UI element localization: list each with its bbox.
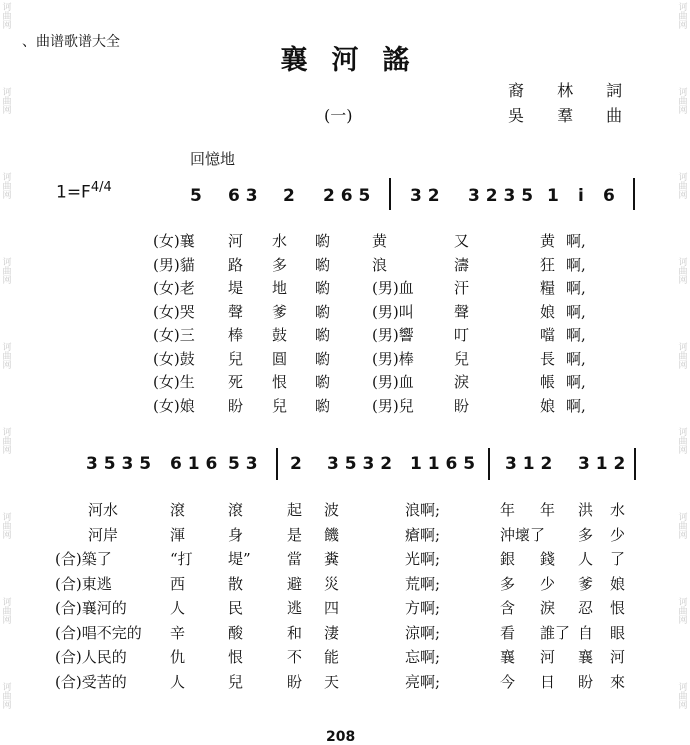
watermark-text: 诃曲网 [2,3,12,31]
lyric-word: 看 [500,623,516,642]
lyric-word: 喲 [315,255,331,274]
lyric-word: 盼 [454,396,470,415]
lyric-word: 河 [540,648,556,666]
lyric-word: 襄 [578,648,594,666]
watermark-text: 诃曲网 [2,343,12,371]
lyric-word: 滾 [228,501,244,519]
part-number: (一) [324,106,353,125]
watermark-text: 诃曲网 [2,88,12,116]
lyric-word: 河 [228,232,244,250]
lyric-word: “打 [170,550,193,568]
lyric-word: 眼 [610,623,626,642]
watermark-right [676,0,690,739]
lyric-word: 來 [610,672,626,691]
lyric-word: (女)鼓 [153,349,195,368]
lyric-word: 淚 [540,599,556,617]
lyric-word: 忘啊; [405,648,441,666]
lyric-word: 不 [287,648,303,666]
lyric-word: 啊, [566,302,586,321]
lyric-word: 今 [500,672,516,691]
site-label: 、曲谱歌谱大全 [22,34,120,50]
watermark-text: 诃曲网 [678,343,688,371]
lyric-word: 兒 [228,349,244,368]
lyric-word: (男)叫 [372,302,414,321]
lyric-word: 路 [228,255,244,274]
lyric-word: 水 [272,232,288,250]
time-signature: 4/4 [90,180,112,195]
lyric-word: (女)生 [153,373,195,391]
watermark-left [0,0,14,739]
lyric-word: 民 [228,599,244,617]
lyric-word: 兒 [454,349,470,368]
lyric-word: 啊, [566,396,586,415]
lyric-word: 恨 [610,599,626,617]
lyric-word: 了 [610,550,626,568]
lyric-word: 河水 [88,501,119,519]
lyric-word: 荒啊; [405,574,441,593]
lyric-word: 糧 [540,279,556,297]
lyric-word: (男)貓 [153,255,195,274]
lyric-word: 喲 [315,396,331,415]
note-group: 5 [190,186,202,206]
lyric-word: (合)築了 [55,550,112,568]
lyric-word: 銀 [500,550,516,568]
note-group: 6 3 [228,186,258,206]
song-title: 襄河謠 [280,45,434,76]
lyric-word: 天 [324,672,340,691]
lyric-word: 盼 [287,672,303,691]
note-group: 1 [547,186,559,206]
lyric-word: 酸 [228,623,244,642]
lyric-word: 沖壞了 [500,525,546,544]
watermark-text: 诃曲网 [678,513,688,541]
lyric-word: 仇 [170,648,186,666]
watermark-text: 诃曲网 [678,683,688,711]
note-group: 2 [283,186,295,206]
lyric-word: 能 [324,648,340,666]
lyric-word: 又 [454,232,470,250]
watermark-text: 诃曲网 [2,173,12,201]
lyric-word: (合)東逃 [55,574,112,593]
composer-credit: 吳 羣 曲 [508,106,637,125]
lyric-word: 光啊; [405,550,441,568]
watermark-text: 诃曲网 [678,173,688,201]
lyric-word: 鼓 [272,326,288,344]
lyric-word: 噹 [540,326,556,344]
watermark-text: 诃曲网 [678,88,688,116]
lyric-word: 亮啊; [405,672,441,691]
note-group: 3 5 3 5 [86,454,152,474]
lyricist-credit: 裔 林 詞 [508,81,637,100]
note-group: 3 1 2 [505,454,553,474]
lyric-word: 含 [500,599,516,617]
lyric-word: 滾 [170,501,186,519]
lyric-word: (合)襄河的 [55,599,127,617]
lyric-word: 喲 [315,373,331,391]
lyric-word: 啊, [566,326,586,344]
lyric-word: (女)老 [153,279,195,297]
lyric-word: 避 [287,574,303,593]
lyric-word: 辛 [170,623,186,642]
note-group: 6 [603,186,615,206]
lyric-word: 盼 [578,672,594,691]
lyric-word: 身 [228,525,244,544]
note-group: 2 [290,454,302,474]
lyric-word: 堤” [228,550,251,568]
lyric-word: 水 [610,501,626,519]
lyric-word: (男)血 [372,279,414,297]
lyric-word: 啊, [566,349,586,368]
watermark-text: 诃曲网 [678,258,688,286]
lyric-word: 河 [610,648,626,666]
lyric-word: (女)哭 [153,302,195,321]
watermark-text: 诃曲网 [2,683,12,711]
lyric-word: 爹 [578,574,594,593]
lyric-word: (女)襄 [153,232,195,250]
lyric-word: 聲 [228,302,244,321]
watermark-text: 诃曲网 [2,428,12,456]
lyric-word: 人 [170,672,186,691]
lyric-word: 散 [228,574,244,593]
bar-line [634,448,636,480]
lyric-word: 汗 [454,279,470,297]
lyric-word: 誰了 [540,623,571,642]
lyric-word: 兒 [272,396,288,415]
lyric-word: 多 [500,574,516,593]
lyric-word: 逃 [287,599,303,617]
lyric-word: 災 [324,574,340,593]
lyric-word: (合)受苦的 [55,672,127,691]
lyric-word: 濤 [454,255,470,274]
lyric-word: 喲 [315,302,331,321]
lyric-word: 忍 [578,599,594,617]
lyric-word: (合)唱不完的 [55,623,142,642]
lyric-word: 堤 [228,279,244,297]
note-group: 3 1 2 [578,454,626,474]
note-group: 3 2 3 5 [468,186,534,206]
tempo-marking: 回憶地 [190,150,236,168]
lyric-word: 長 [540,349,556,368]
lyric-word: 爹 [272,302,288,321]
bar-line [389,178,391,210]
lyric-word: 聲 [454,302,470,321]
lyric-word: (男)棒 [372,349,414,368]
lyric-word: (男)血 [372,373,414,391]
lyric-word: (男)響 [372,326,414,344]
watermark-text: 诃曲网 [2,513,12,541]
lyric-word: 浪啊; [405,501,441,519]
lyric-word: 多 [272,255,288,274]
lyric-word: 恨 [228,648,244,666]
lyric-word: 多 [578,525,594,544]
lyric-word: 少 [540,574,556,593]
lyric-word: 年 [500,501,516,519]
lyric-word: 西 [170,574,186,593]
lyric-word: 四 [324,599,340,617]
lyric-word: 瘡啊; [405,525,441,544]
lyric-word: 方啊; [405,599,441,617]
lyric-word: 啊, [566,279,586,297]
lyric-word: 和 [287,623,303,642]
lyric-word: 錢 [540,550,556,568]
lyric-word: 啊, [566,232,586,250]
lyric-word: 死 [228,373,244,391]
lyric-word: 波 [324,501,340,519]
lyric-word: 洪 [578,501,594,519]
note-group: i [578,186,584,206]
lyric-word: (合)人民的 [55,648,127,666]
lyric-word: 狂 [540,255,556,274]
lyric-word: 娘 [610,574,626,593]
lyric-word: 啊, [566,255,586,274]
lyric-word: 兒 [228,672,244,691]
lyric-word: 涼啊; [405,623,441,642]
lyric-word: 河岸 [88,525,119,544]
lyric-word: 喲 [315,279,331,297]
lyric-word: 自 [578,623,594,642]
lyric-word: 恨 [272,373,288,391]
lyric-word: 娘 [540,302,556,321]
watermark-text: 诃曲网 [678,3,688,31]
note-group: 3 5 3 2 [327,454,393,474]
watermark-text: 诃曲网 [2,598,12,626]
lyric-word: 人 [578,550,594,568]
key-signature [56,180,112,203]
lyric-word: 渾 [170,525,186,544]
watermark-text: 诃曲网 [2,258,12,286]
lyric-word: 人 [170,599,186,617]
lyric-word: 喲 [315,232,331,250]
lyric-word: 喲 [315,326,331,344]
note-group: 2 6 5 [323,186,371,206]
bar-line [633,178,635,210]
watermark-text: 诃曲网 [678,428,688,456]
page-number: 208 [326,729,356,745]
watermark-text: 诃曲网 [678,598,688,626]
lyric-word: 叮 [454,326,470,344]
lyric-word: 襄 [500,648,516,666]
bar-line [488,448,490,480]
lyric-word: 饑 [324,525,340,544]
lyric-word: 淒 [324,623,340,642]
lyric-word: 黄 [540,232,556,250]
lyric-word: 少 [610,525,626,544]
key-text: 1=F [56,182,91,203]
lyric-word: 黄 [372,232,388,250]
note-group: 6 1 6 [170,454,218,474]
lyric-word: 地 [272,279,288,297]
lyric-word: 圓 [272,349,288,368]
lyric-word: 淚 [454,373,470,391]
note-group: 5 3 [228,454,258,474]
lyric-word: 糞 [324,550,340,568]
note-group: 3 2 [410,186,440,206]
lyric-word: 喲 [315,349,331,368]
lyric-word: 盼 [228,396,244,415]
lyric-word: 啊, [566,373,586,391]
lyric-word: (女)娘 [153,396,195,415]
lyric-word: 日 [540,672,556,691]
lyric-word: 起 [287,501,303,519]
lyric-word: 當 [287,550,303,568]
lyric-word: 年 [540,501,556,519]
note-group: 1 1 6 5 [410,454,476,474]
lyric-word: (男)兒 [372,396,414,415]
lyric-word: 棒 [228,326,244,344]
lyric-word: 是 [287,525,303,544]
lyric-word: 帳 [540,373,556,391]
lyric-word: 浪 [372,255,388,274]
lyric-word: 娘 [540,396,556,415]
bar-line [276,448,278,480]
lyric-word: (女)三 [153,326,195,344]
